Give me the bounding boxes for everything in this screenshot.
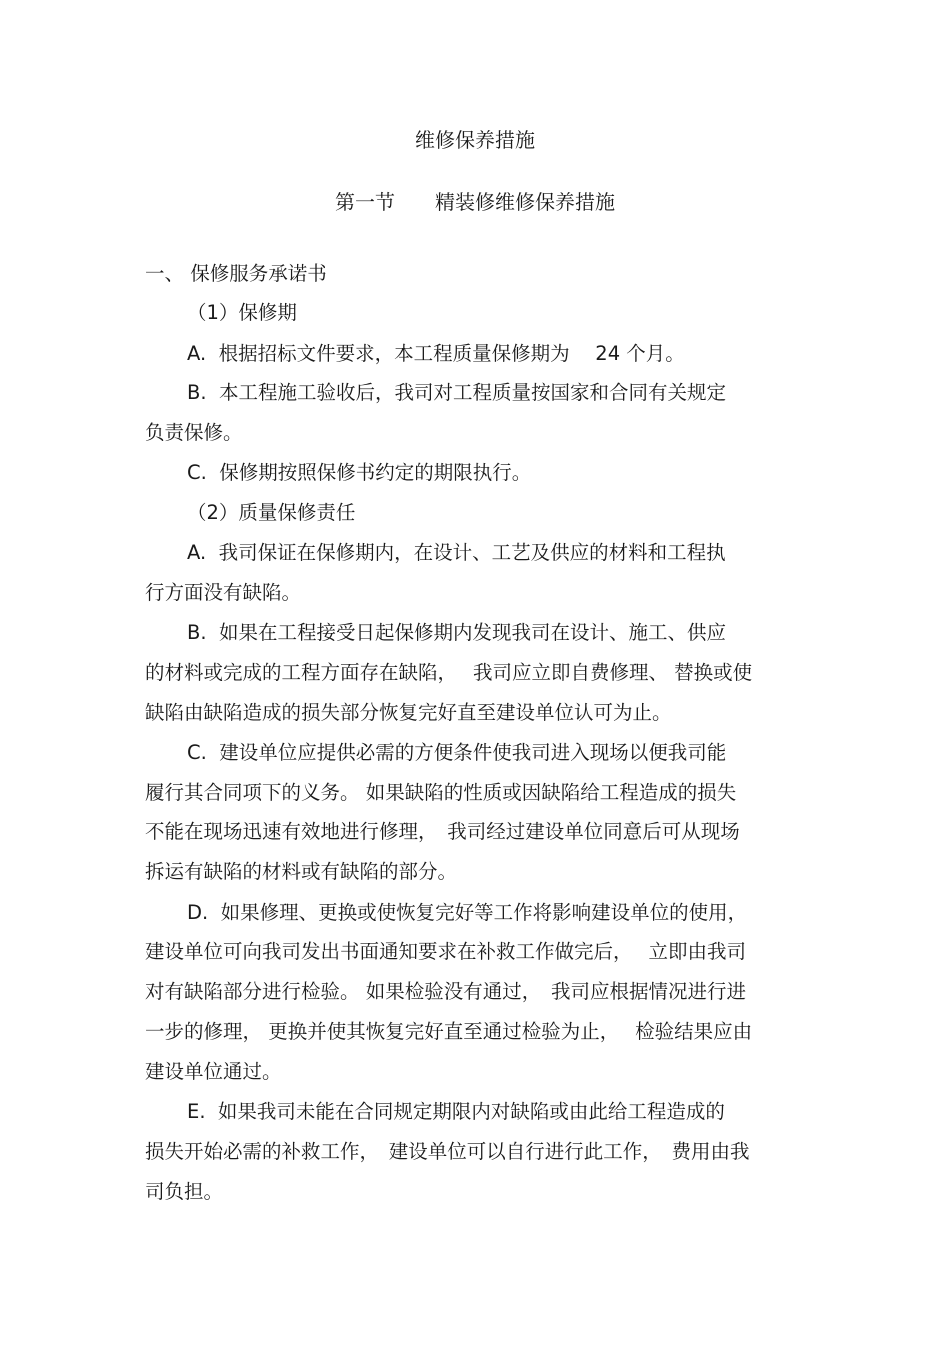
section-title: 第一节 精装修维修保养措施: [335, 190, 615, 214]
paragraph-line: 行方面没有缺陷。: [145, 581, 302, 604]
paragraph-line: 损失开始必需的补救工作， 建设单位可以自行进行此工作， 费用由我: [145, 1140, 750, 1163]
paragraph-line: E. 如果我司未能在合同规定期限内对缺陷或由此给工程造成的: [187, 1100, 725, 1123]
subheading-quality-responsibility: （2）质量保修责任: [187, 501, 356, 524]
paragraph-line: 拆运有缺陷的材料或有缺陷的部分。: [145, 860, 458, 883]
paragraph-line: 对有缺陷部分进行检验。 如果检验没有通过， 我司应根据情况进行进: [145, 980, 746, 1003]
paragraph-line: B. 本工程施工验收后，我司对工程质量按国家和合同有关规定: [187, 381, 726, 404]
paragraph-line: 司负担。: [145, 1180, 224, 1203]
paragraph-line: D. 如果修理、更换或使恢复完好等工作将影响建设单位的使用，: [187, 901, 748, 924]
paragraph-line: 建设单位可向我司发出书面通知要求在补救工作做完后， 立即由我司: [145, 940, 746, 963]
paragraph-line: C. 建设单位应提供必需的方便条件使我司进入现场以便我司能: [187, 741, 727, 764]
paragraph-line: 缺陷由缺陷造成的损失部分恢复完好直至建设单位认可为止。: [145, 701, 672, 724]
paragraph-line: 履行其合同项下的义务。 如果缺陷的性质或因缺陷给工程造成的损失: [145, 781, 737, 804]
heading-warranty-commitment: 一、 保修服务承诺书: [145, 262, 327, 285]
document-title: 维修保养措施: [415, 128, 535, 152]
paragraph-line: 一步的修理， 更换并使其恢复完好直至通过检验为止， 检验结果应由: [145, 1020, 753, 1043]
paragraph-line: A. 我司保证在保修期内，在设计、工艺及供应的材料和工程执: [187, 541, 726, 564]
paragraph-line: C. 保修期按照保修书约定的期限执行。: [187, 461, 532, 484]
subheading-warranty-period: （1）保修期: [187, 301, 297, 324]
paragraph-line: B. 如果在工程接受日起保修期内发现我司在设计、施工、供应: [187, 621, 726, 644]
paragraph-line: A. 根据招标文件要求，本工程质量保修期为 24 个月。: [187, 342, 685, 365]
paragraph-line: 不能在现场迅速有效地进行修理， 我司经过建设单位同意后可从现场: [145, 820, 740, 843]
paragraph-line: 负责保修。: [145, 421, 243, 444]
paragraph-line: 的材料或完成的工程方面存在缺陷， 我司应立即自费修理、 替换或使: [145, 661, 753, 684]
paragraph-line: 建设单位通过。: [145, 1060, 282, 1083]
